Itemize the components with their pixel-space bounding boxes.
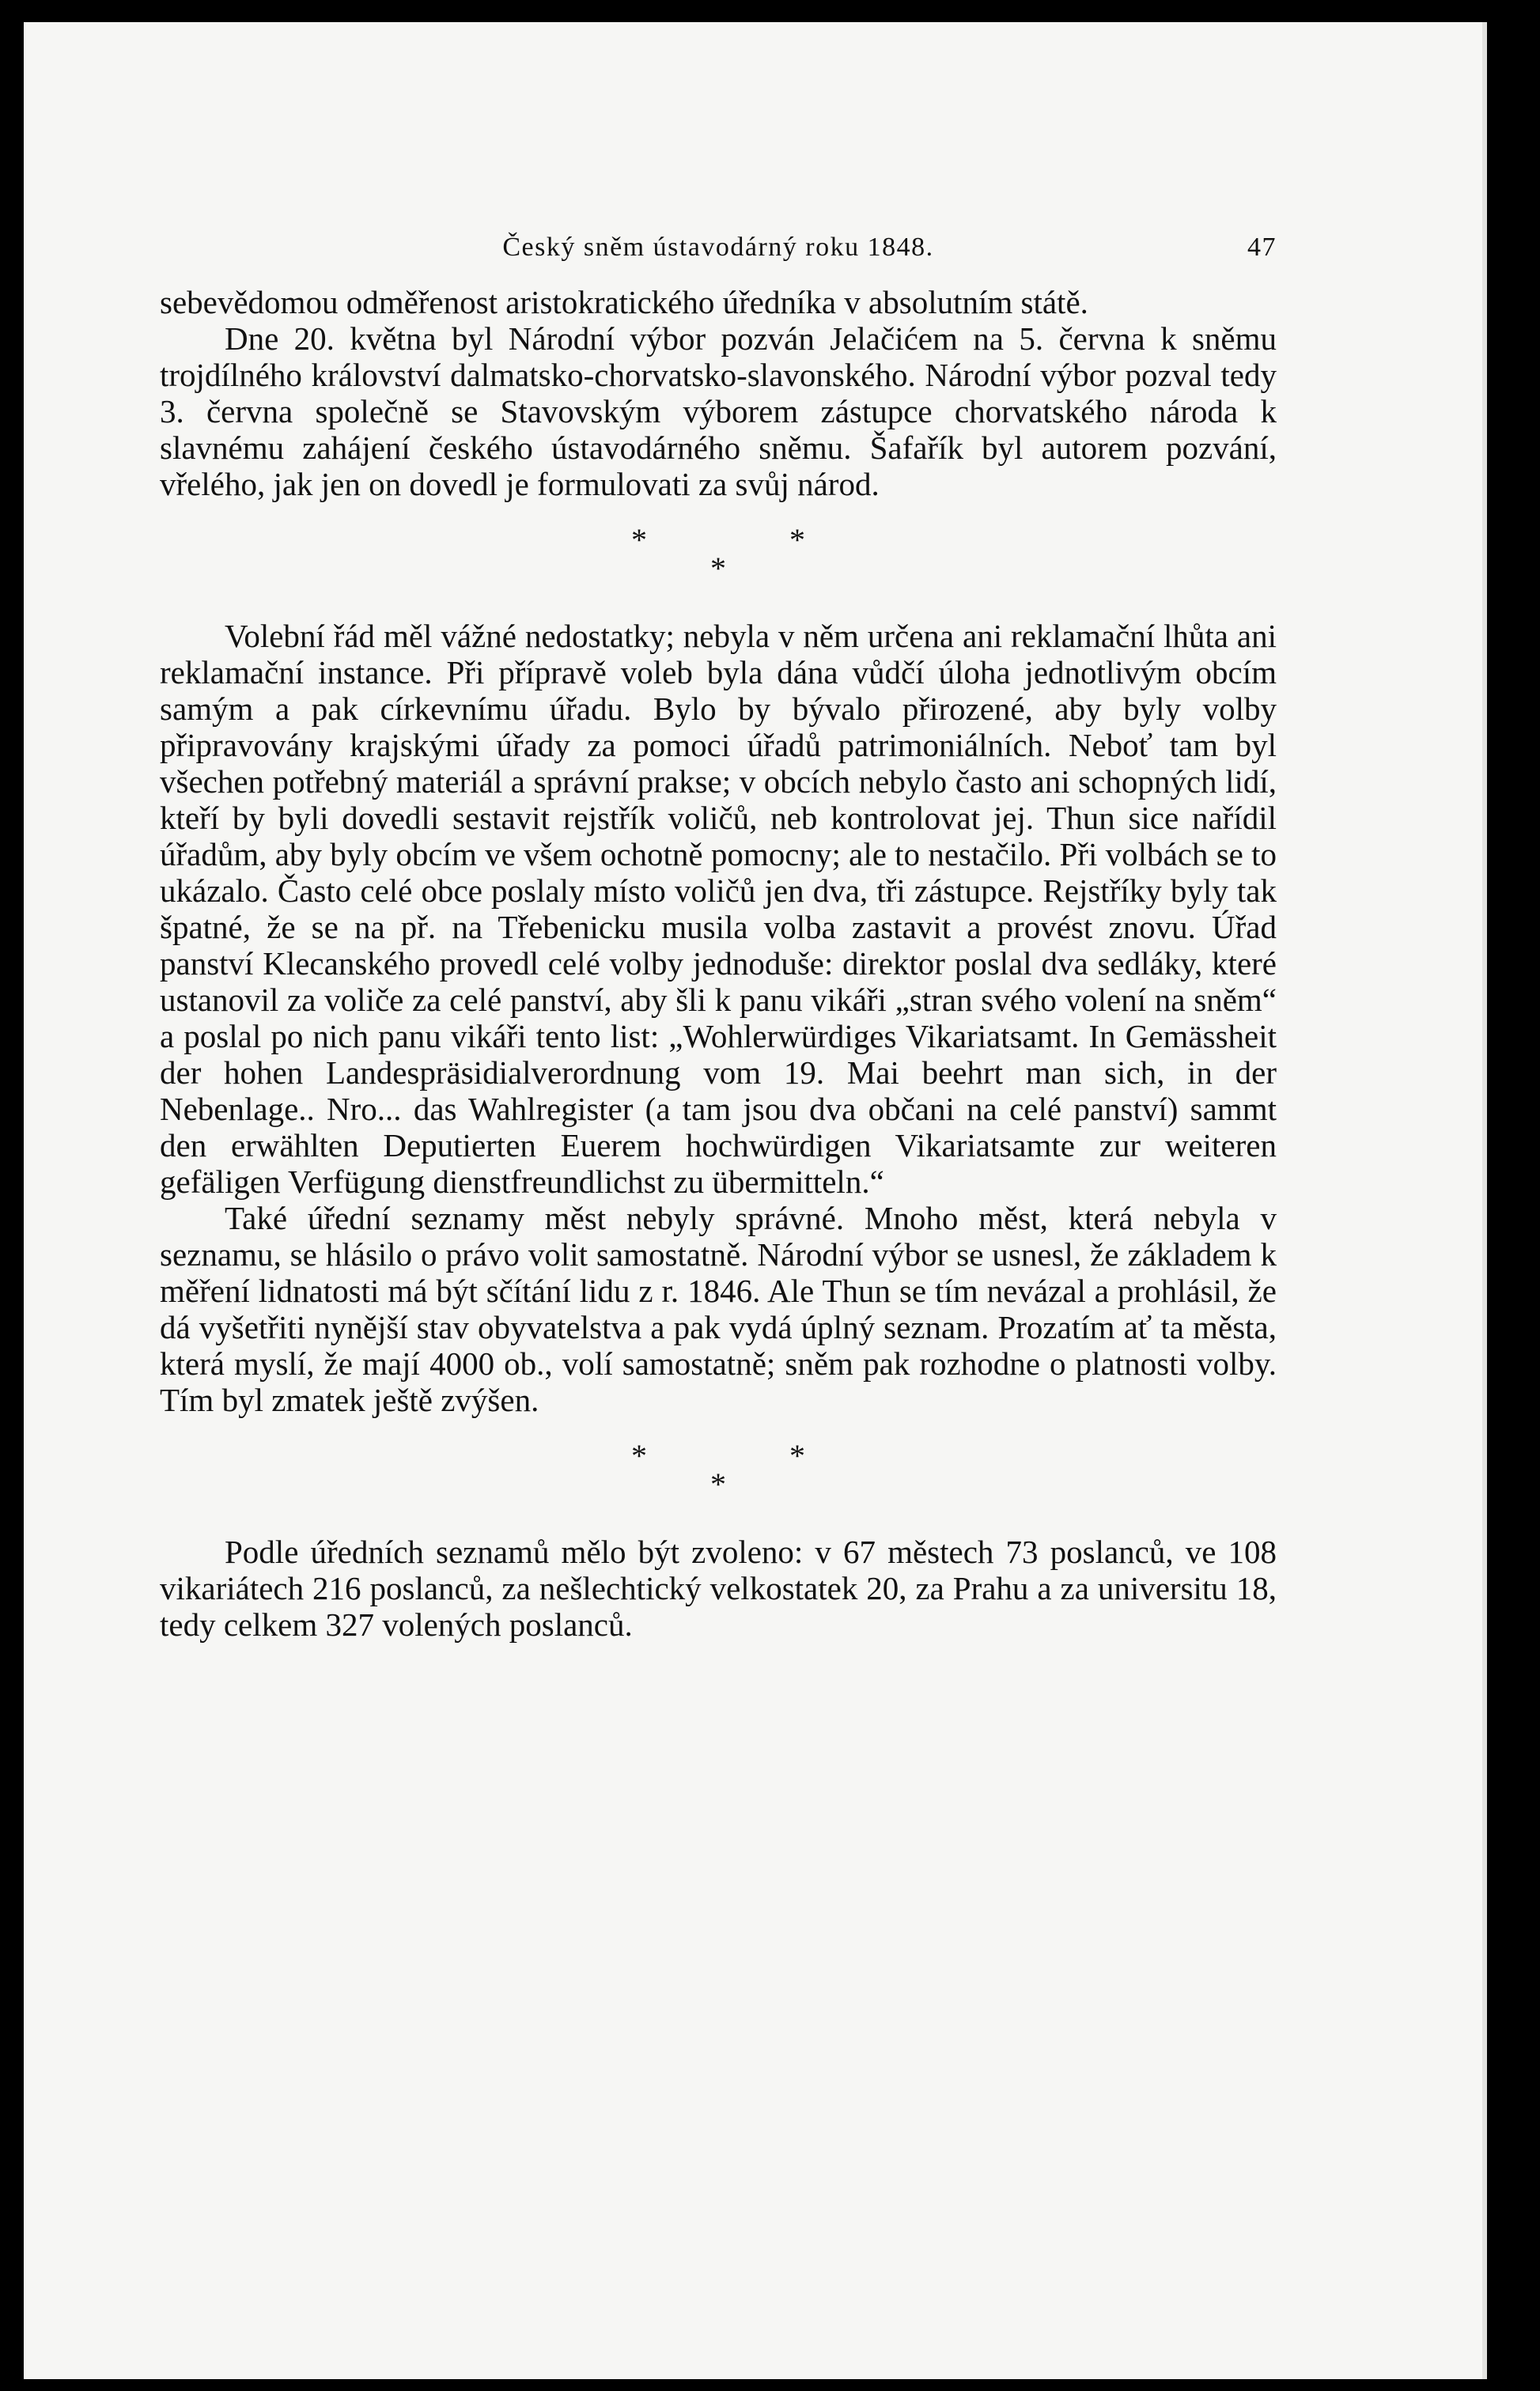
- asterisk-icon: *: [631, 1438, 647, 1474]
- asterisk-icon: *: [789, 1438, 805, 1474]
- page-edge-shadow: [1482, 22, 1487, 2379]
- paragraph-continuation: sebevědomou odměřenost aristokratického úředníka v absolutním státě.: [160, 284, 1088, 320]
- paragraph-invitation: Dne 20. května byl Národní výbor pozván Jelačićem na 5. června k sněmu trojdílného království dalmatsko-chorvatsko-slavonského. Národní výbor pozval tedy 3. června společně se Stavovským výborem zástupce chorvatského národa k slavnému zahájení českého ústavodárného sněmu. Šafařík byl autorem pozvání, vřelého, jak jen on dovedl je formulovati za svůj národ.: [160, 320, 1277, 502]
- page-number: 47: [1247, 233, 1277, 262]
- section-break-2: [160, 1437, 1277, 1510]
- section-break-1: [160, 521, 1277, 594]
- running-head: [160, 224, 1277, 271]
- book-page: [24, 22, 1487, 2379]
- asterisk-icon: *: [710, 550, 726, 586]
- paragraph-deputies-count: Podle úředních seznamů mělo být zvoleno: v 67 městech 73 poslanců, ve 108 vikariátech 216 poslanců, za nešlechtický velkostatek 20, za Prahu a za universitu 18, tedy celkem 327 volených poslanců.: [160, 1534, 1277, 1643]
- asterisk-icon: *: [710, 1466, 726, 1502]
- text-block: [160, 224, 1277, 1643]
- running-title: Český sněm ústavodárný roku 1848.: [502, 233, 934, 262]
- asterisk-icon: *: [789, 522, 805, 558]
- paragraph-election-rules: Volební řád měl vážné nedostatky; nebyla v něm určena ani reklamační lhůta ani reklamační instance. Při přípravě voleb byla dána vůdčí úloha jednotlivým obcím samým a pak církevnímu úřadu. Bylo by bývalo přirozené, aby byly volby připravovány krajskými úřady za pomoci úřadů patrimoniálních. Neboť tam byl všechen potřebný materiál a správní prakse; v obcích nebylo často ani schopných lidí, kteří by byli dovedli sestavit rejstřík voličů, neb kontrolovat jej. Thun sice nařídil úřadům, aby byly obcím ve všem ochotně pomocny; ale to nestačilo. Při volbách se to ukázalo. Často celé obce poslaly místo voličů jen dva, tři zástupce. Rejstříky byly tak špatné, že se na př. na Třebenicku musila volba zastavit a provést znovu. Úřad panství Klecanského provedl celé volby jednoduše: direktor poslal dva sedláky, které ustanovil za voliče za celé panství, aby šli k panu vikáři „stran svého volení na sněm“ a poslal po nich panu vikáři tento list: „Wohlerwürdiges Vikariatsamt. In Gemässheit der hohen Landespräsidialverordnung vom 19. Mai beehrt man sich, in der Nebenlage.. Nro... das Wahlregister (a tam jsou dva občani na celé panství) sammt den erwählten Deputierten Euerem hochwürdigen Vikariatsamte zur weiteren gefäligen Verfügung dienstfreundlichst zu übermitteln.“: [160, 618, 1277, 1200]
- paragraph-town-lists: Také úřední seznamy měst nebyly správné. Mnoho měst, která nebyla v seznamu, se hlásilo o právo volit samostatně. Národní výbor se usnesl, že základem k měření lidnatosti má být sčítání lidu z r. 1846. Ale Thun se tím nevázal a prohlásil, že dá vyšetřiti nynější stav obyvatelstva a pak vydá úplný seznam. Prozatím ať ta města, která myslí, že mají 4000 ob., volí samostatně; sněm pak rozhodne o platnosti volby. Tím byl zmatek ještě zvýšen.: [160, 1200, 1277, 1418]
- asterisk-icon: *: [631, 522, 647, 558]
- body-text: [160, 284, 1277, 1643]
